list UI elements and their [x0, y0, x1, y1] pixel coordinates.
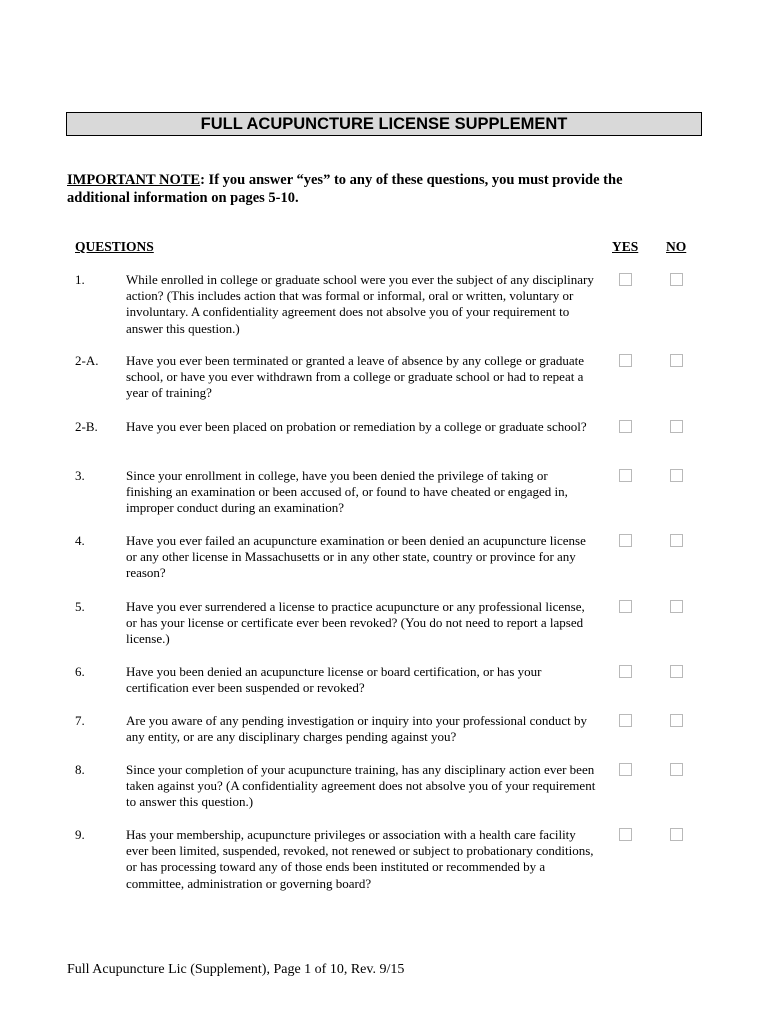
- question-text: Since your completion of your acupuncture training, has any disciplinary action ever been taken against you? (A confidentiality agreement does not absolve you of your requirement to answer this question.): [126, 762, 596, 810]
- form-title: FULL ACUPUNCTURE LICENSE SUPPLEMENT: [66, 112, 702, 136]
- question-text: Has your membership, acupuncture privileges or association with a health care facility ever been limited, suspended, revoked, not renewed or subject to probationary conditions, or has processing toward any of those ends been instituted or recommended by a committee, administration or governing board?: [126, 827, 594, 891]
- question-text: While enrolled in college or graduate school were you ever the subject of any disciplinary action? (This includes action that was formal or informal, oral or written, voluntary or involuntary. A confidentiality agreement does not absolve you of your requirement to answer this question.): [126, 272, 594, 336]
- yes-checkbox[interactable]: [619, 714, 632, 727]
- question-text: Have you ever failed an acupuncture examination or been denied an acupuncture license or any other license in Massachusetts or in any other state, country or province for any reason?: [126, 533, 586, 581]
- question-number: 2-B.: [75, 419, 98, 434]
- important-note-text: : If you answer “yes” to any of these questions, you must provide the additional information on pages 5-10.: [67, 172, 623, 206]
- yes-checkbox[interactable]: [619, 420, 632, 433]
- important-note-label: IMPORTANT NOTE: [67, 172, 201, 188]
- no-checkbox[interactable]: [670, 665, 683, 678]
- page-footer: Full Acupuncture Lic (Supplement), Page 1 of 10, Rev. 9/15: [67, 962, 405, 977]
- question-text: Are you aware of any pending investigation or inquiry into your professional conduct by any entity, or are any disciplinary charges pending against you?: [126, 713, 588, 745]
- question-number: 3.: [75, 468, 85, 483]
- no-checkbox[interactable]: [670, 273, 683, 286]
- no-checkbox[interactable]: [670, 828, 683, 841]
- question-text: Have you ever surrendered a license to practice acupuncture or any professional license, or has your license or certificate ever been revoked? (You do not need to report a lapsed license.): [126, 599, 585, 647]
- question-number: 9.: [75, 827, 85, 842]
- no-column-header: NO: [666, 239, 687, 254]
- question-number: 5.: [75, 599, 85, 614]
- question-text: Since your enrollment in college, have you been denied the privilege of taking or finishing an examination or been accused of, or found to have cheated or engaged in, improper conduct during an examination?: [126, 468, 568, 516]
- question-number: 4.: [75, 533, 85, 548]
- yes-checkbox[interactable]: [619, 469, 632, 482]
- question-number: 8.: [75, 762, 85, 777]
- question-number: 1.: [75, 272, 85, 287]
- yes-checkbox[interactable]: [619, 600, 632, 613]
- yes-column-header: YES: [612, 239, 639, 254]
- no-checkbox[interactable]: [670, 354, 683, 367]
- questions-header: QUESTIONS: [75, 239, 154, 254]
- yes-checkbox[interactable]: [619, 273, 632, 286]
- question-number: 2-A.: [75, 353, 99, 368]
- no-checkbox[interactable]: [670, 534, 683, 547]
- no-checkbox[interactable]: [670, 600, 683, 613]
- question-number: 6.: [75, 664, 85, 679]
- no-checkbox[interactable]: [670, 763, 683, 776]
- question-text: Have you ever been terminated or granted a leave of absence by any college or graduate school, or have you ever withdrawn from a college or graduate school or had to repeat a year of training?: [126, 353, 585, 401]
- question-text: Have you been denied an acupuncture license or board certification, or has your certification ever been suspended or revoked?: [126, 664, 542, 696]
- yes-checkbox[interactable]: [619, 763, 632, 776]
- yes-checkbox[interactable]: [619, 665, 632, 678]
- no-checkbox[interactable]: [670, 420, 683, 433]
- yes-checkbox[interactable]: [619, 354, 632, 367]
- question-number: 7.: [75, 713, 85, 728]
- question-text: Have you ever been placed on probation or remediation by a college or graduate school?: [126, 419, 587, 434]
- no-checkbox[interactable]: [670, 469, 683, 482]
- important-note: [67, 171, 687, 207]
- yes-checkbox[interactable]: [619, 534, 632, 547]
- yes-checkbox[interactable]: [619, 828, 632, 841]
- no-checkbox[interactable]: [670, 714, 683, 727]
